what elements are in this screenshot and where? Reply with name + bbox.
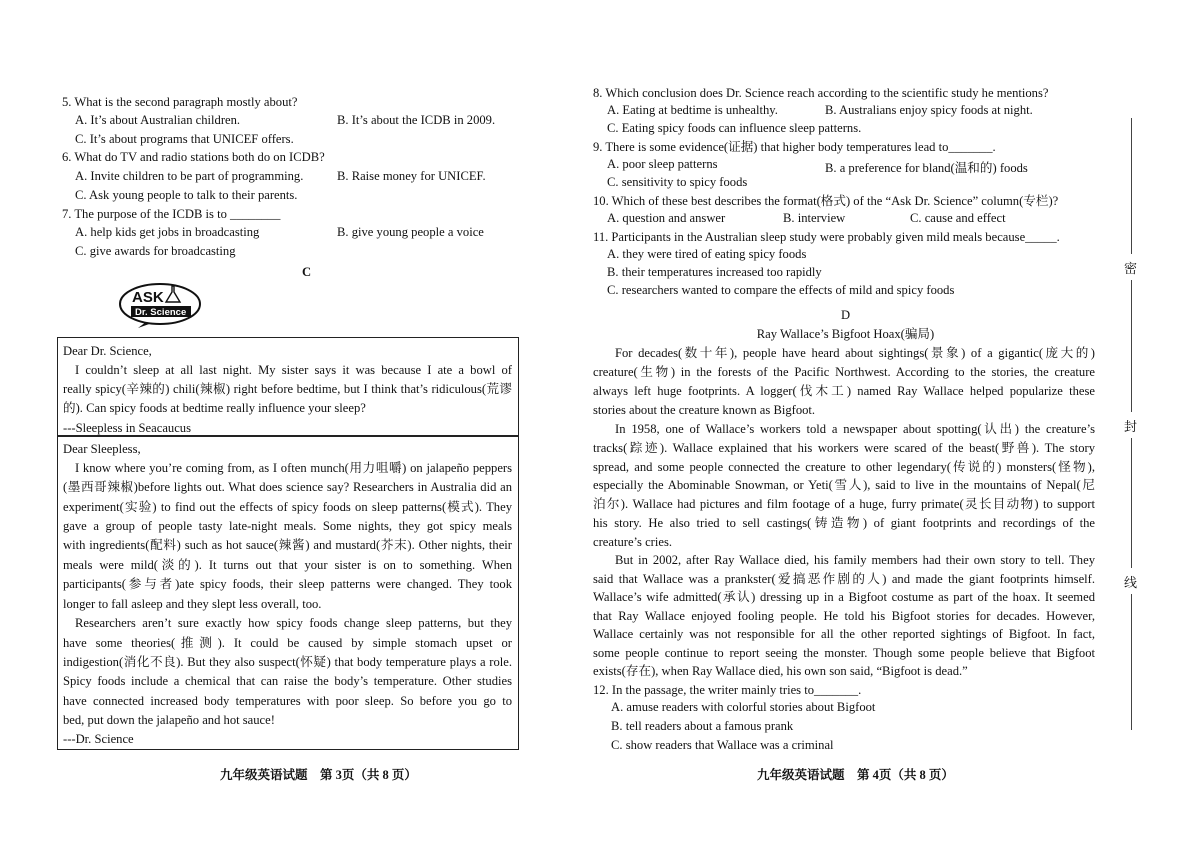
passage-line-10: his story. He also tried to sell castings(铸造物) of giant footprints and recordings of the: [593, 516, 1095, 530]
question-10-stem: 10. Which of these best describes the format(格式) of the “Ask Dr. Science” column(专栏)?: [593, 194, 1059, 208]
question-10-option-a: A. question and answer: [607, 211, 726, 225]
letter2-line-14: bed, put down the jalapeño and hot sauce!: [63, 713, 275, 727]
passage-line-13: said that Wallace was a prankster(爱搞恶作剧的人) and made the giant footprints himself.: [593, 572, 1095, 586]
letter2-line-9: Researchers aren’t sure exactly how spicy foods change sleep patterns, but they: [75, 616, 512, 630]
seal-char-feng: 封: [1124, 419, 1138, 434]
question-8-stem: 8. Which conclusion does Dr. Science reach according to the scientific study he mentions?: [593, 86, 1049, 100]
question-9-option-c: C. sensitivity to spicy foods: [607, 175, 748, 189]
question-12-stem: 12. In the passage, the writer mainly tries to_______.: [593, 683, 862, 697]
question-6-option-c: C. Ask young people to talk to their parents.: [75, 188, 298, 202]
letter2-line-7: participants(参与者)ate spicy foods, their sleep patterns were changed. They took: [63, 577, 512, 591]
question-12-option-b: B. tell readers about a famous prank: [611, 719, 794, 733]
letter1-salutation: Dear Dr. Science,: [63, 344, 152, 358]
passage-line-15: that Ray Wallace enjoyed fooling people. He told his Bigfoot stories for decades. However,: [593, 609, 1095, 623]
passage-line-18: exists(存在), when Ray Wallace died, his own son said, “Bigfoot is dead.”: [593, 664, 968, 678]
question-11-option-c: C. researchers wanted to compare the effects of mild and spicy foods: [607, 283, 955, 297]
letter1-signature: ---Sleepless in Seacaucus: [63, 421, 191, 435]
passage-line-16: Wallace certainly was not responsible for all the other reported sightings of Bigfoot. In fact,: [593, 627, 1095, 641]
passage-line-3: always left huge footprints. A logger(伐木工) named Ray Wallace helped popularize these: [593, 384, 1095, 398]
ask-dr-science-logo: [118, 278, 202, 328]
question-8-option-b: B. Australians enjoy spicy foods at night.: [825, 103, 1033, 117]
passage-line-11: creature’s cries.: [593, 535, 673, 549]
passage-line-2: creature(生物) in the forests of the Pacific Northwest. According to the stories, the creature: [593, 365, 1095, 379]
question-9-option-b: B. a preference for bland(温和的) foods: [825, 161, 1028, 175]
seal-line-segment: [1131, 280, 1132, 412]
question-9-stem: 9. There is some evidence(证据) that higher body temperatures lead to_______.: [593, 140, 996, 154]
seal-line-segment: [1131, 118, 1132, 254]
letter2-line-11: indigestion(消化不良). But they also suspect(怀疑) that body temperature plays a role.: [63, 655, 512, 669]
passage-line-14: Wallace’s wife admitted(承认) dressing up in a Bigfoot costume as part of the hoax. It seemed: [593, 590, 1095, 604]
question-6-option-a: A. Invite children to be part of programming.: [75, 169, 304, 183]
letter2-line-1: I know where you’re coming from, as I often munch(用力咀嚼) on jalapeño peppers: [75, 461, 512, 475]
letter1-line-3: 的). Can spicy foods at bedtime really influence your sleep?: [63, 401, 366, 415]
seal-line-segment: [1131, 594, 1132, 730]
passage-line-5: In 1958, one of Wallace’s workers told a newspaper about spotting(认出) the creature’s: [615, 422, 1095, 436]
letter1-line-2: really spicy(辛辣的) chili(辣椒) right before bedtime, but I think that’s ridiculous(荒谬: [63, 382, 512, 396]
section-d-heading: D: [840, 308, 851, 322]
letter2-line-3: experiment(实验) to find out the effects of spicy foods on sleep patterns(模式). They: [63, 500, 512, 514]
passage-line-6: tracks(踪迹). Wallace explained that his workers were scared of the beast(野兽). The story: [593, 441, 1095, 455]
question-6-stem: 6. What do TV and radio stations both do on ICDB?: [62, 150, 325, 164]
right-page-footer: 九年级英语试题 第 4页（共 8 页）: [757, 768, 954, 782]
question-7-option-c: C. give awards for broadcasting: [75, 244, 236, 258]
seal-char-xian: 线: [1124, 575, 1138, 590]
seal-char-mi: 密: [1124, 261, 1138, 276]
letter2-line-8: longer to fall asleep and they slept less overall, too.: [63, 597, 322, 611]
passage-line-1: For decades(数十年), people have heard about sightings(景象) of a gigantic(庞大的): [615, 346, 1095, 360]
letter1-line-1: I couldn’t sleep at all last night. My sister says it was because I ate a bowl of: [75, 363, 512, 377]
passage-line-12: But in 2002, after Ray Wallace died, his family members had their own story to tell. They: [615, 553, 1095, 567]
question-7-option-b: B. give young people a voice: [337, 225, 484, 239]
section-c-heading: C: [302, 265, 312, 279]
letter2-line-12: Spicy foods include a chemical that can raise the body’s temperature. Other studies: [63, 674, 512, 688]
letter2-line-2: (墨西哥辣椒)before lights out. What does science say? Researchers in Australia did an: [63, 480, 512, 494]
logo-ask-text: ASK: [132, 289, 164, 306]
question-12-option-c: C. show readers that Wallace was a criminal: [611, 738, 834, 752]
letter2-line-10: have some theories(推测). It could be caused by simple stomach upset or: [63, 636, 512, 650]
question-7-option-a: A. help kids get jobs in broadcasting: [75, 225, 260, 239]
letter2-line-13: have connected increased body temperatures with poor sleep. So before you go to: [63, 694, 512, 708]
question-9-option-a: A. poor sleep patterns: [607, 157, 718, 171]
passage-line-7: spread, and some people connected the creature to other legendary(传说的) monsters(怪物),: [593, 460, 1095, 474]
question-6-option-b: B. Raise money for UNICEF.: [337, 169, 486, 183]
question-8-option-a: A. Eating at bedtime is unhealthy.: [607, 103, 778, 117]
question-10-option-b: B. interview: [783, 211, 846, 225]
question-12-option-a: A. amuse readers with colorful stories about Bigfoot: [611, 700, 876, 714]
question-8-option-c: C. Eating spicy foods can influence sleep patterns.: [607, 121, 862, 135]
question-11-option-b: B. their temperatures increased too rapidly: [607, 265, 822, 279]
question-5-option-b: B. It’s about the ICDB in 2009.: [337, 113, 496, 127]
letter2-signature: ---Dr. Science: [63, 732, 134, 746]
passage-title: Ray Wallace’s Bigfoot Hoax(骗局): [756, 327, 935, 341]
letter2-line-5: with ingredients(配料) such as hot sauce(辣酱) and mustard(芥末). Other nights, their: [63, 538, 512, 552]
letter2-salutation: Dear Sleepless,: [63, 442, 141, 456]
question-11-option-a: A. they were tired of eating spicy foods: [607, 247, 807, 261]
passage-line-4: stories about the creature known as Bigfoot.: [593, 403, 816, 417]
question-5-stem: 5. What is the second paragraph mostly about?: [62, 95, 298, 109]
question-5-option-a: A. It’s about Australian children.: [75, 113, 241, 127]
question-5-option-c: C. It’s about programs that UNICEF offers.: [75, 132, 294, 146]
left-page-footer: 九年级英语试题 第 3页（共 8 页）: [220, 768, 417, 782]
letter2-line-4: gave a group of people tasty late-night meals. Some nights, they got spicy meals: [63, 519, 512, 533]
passage-line-8: especially the Abominable Snowman, or Yeti(雪人), said to live in the mountains of Nepal(尼: [593, 478, 1095, 492]
seal-line-segment: [1131, 438, 1132, 568]
question-7-stem: 7. The purpose of the ICDB is to ________: [62, 207, 281, 221]
passage-line-17: some people continue to report seeing the monster. Though some people believe that Bigfoot: [593, 646, 1095, 660]
question-10-option-c: C. cause and effect: [910, 211, 1006, 225]
passage-line-9: 泊尔). Wallace had pictures and film footage of a huge, furry primate(灵长目动物) to support: [593, 497, 1095, 511]
letter2-line-6: meals were mild(淡的). It turns out that your sister is on to something. When: [63, 558, 512, 572]
question-11-stem: 11. Participants in the Australian sleep study were probably given mild meals because_____.: [593, 230, 1060, 244]
logo-dr-science-text: Dr. Science: [135, 307, 187, 318]
